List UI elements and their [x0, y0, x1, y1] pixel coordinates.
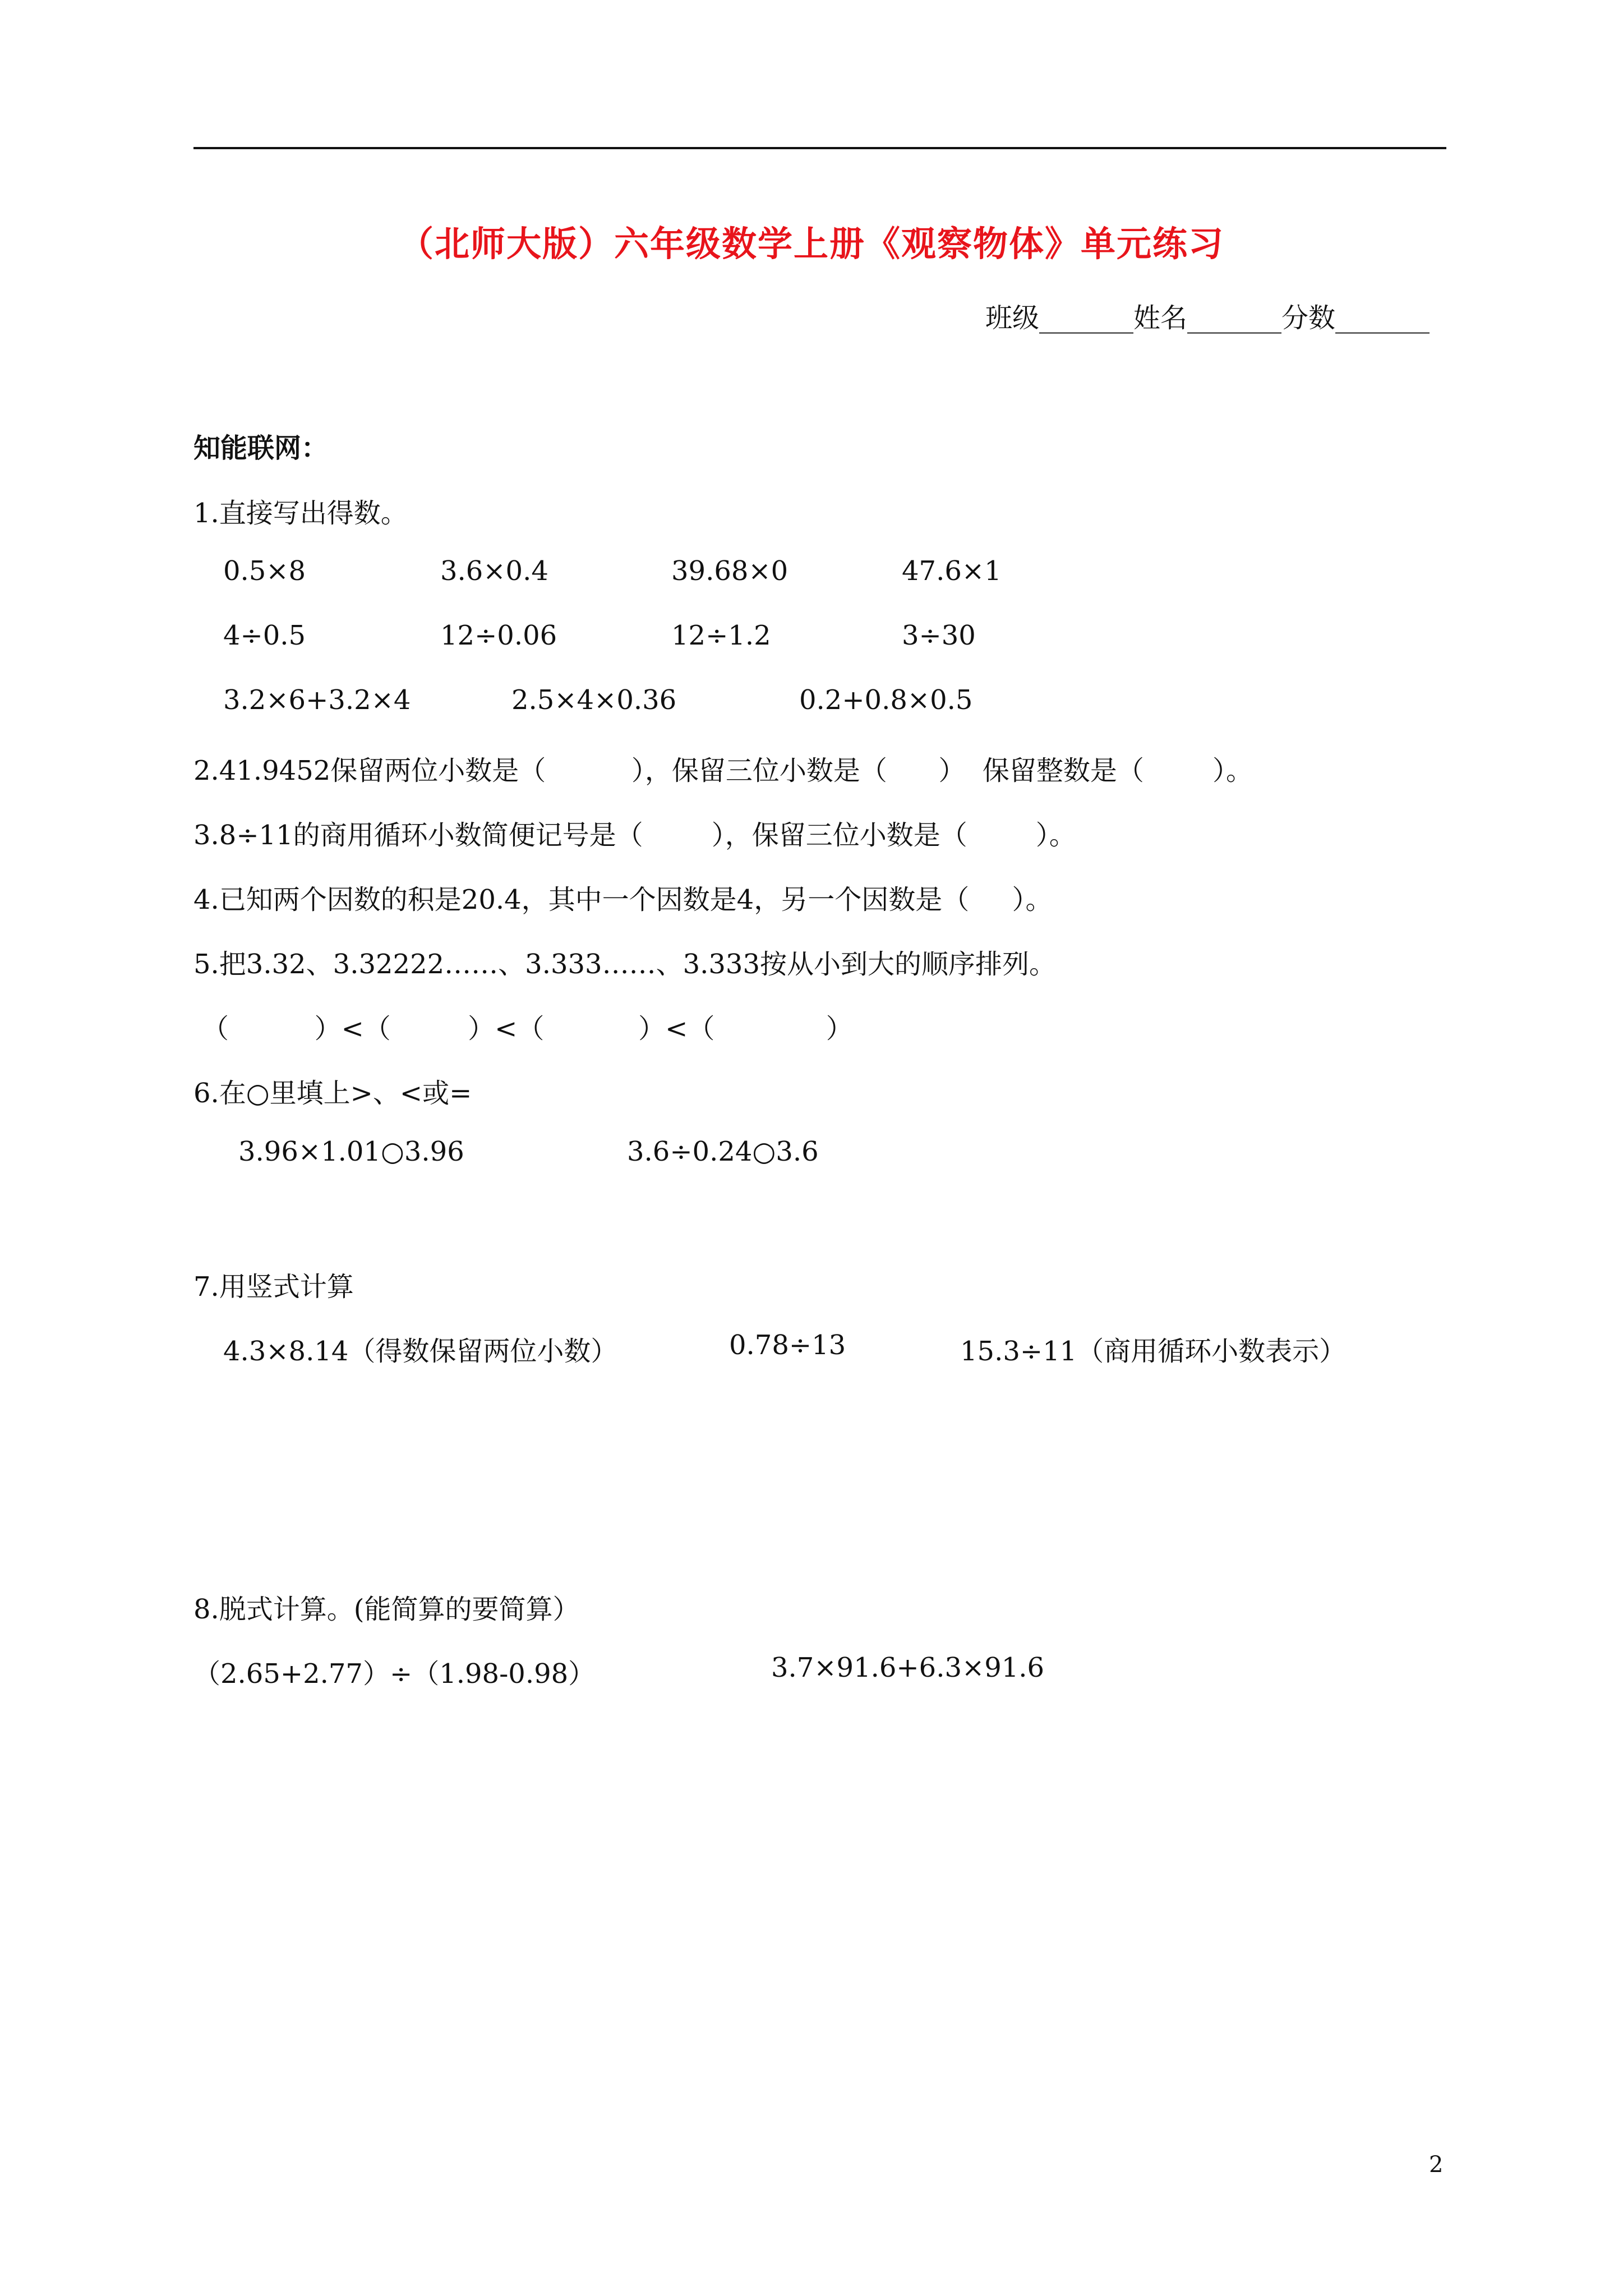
q1-item: 3.6×0.4 — [440, 555, 548, 587]
q6-item: 3.6÷0.24○3.6 — [627, 1136, 819, 1167]
q1-item: 2.5×4×0.36 — [511, 684, 677, 716]
q7-item: 4.3×8.14（得数保留两位小数） — [223, 1336, 618, 1367]
q7-item: 0.78÷13 — [729, 1329, 846, 1361]
q5-blanks: （ ）<（ ）<（ ）<（ ） — [202, 1013, 853, 1045]
document-title: （北师大版）六年级数学上册《观察物体》单元练习 — [398, 223, 1224, 264]
q1-item: 47.6×1 — [902, 555, 1002, 587]
q6-item: 3.96×1.01○3.96 — [238, 1136, 464, 1167]
q1-item: 39.68×0 — [671, 555, 789, 587]
q1-item: 0.2+0.8×0.5 — [799, 684, 973, 716]
q6-label: 6.在○里填上>、<或= — [193, 1078, 472, 1109]
q2-text: 2.41.9452保留两位小数是（ ），保留三位小数是（ ） 保留整数是（ ）。 — [193, 755, 1253, 786]
q7-item: 15.3÷11（商用循环小数表示） — [960, 1336, 1347, 1367]
q1-item: 3.2×6+3.2×4 — [223, 684, 411, 716]
q1-item: 0.5×8 — [223, 555, 306, 587]
student-info-fields: 班级_______姓名_______分数_______ — [985, 302, 1430, 334]
q5-label: 5.把3.32、3.32222……、3.333……、3.333按从小到大的顺序排列。 — [193, 949, 1056, 980]
q3-text: 3.8÷11的商用循环小数简便记号是（ ），保留三位小数是（ ）。 — [193, 820, 1076, 851]
q8-label: 8.脱式计算。(能简算的要简算） — [193, 1594, 580, 1625]
q4-text: 4.已知两个因数的积是20.4，其中一个因数是4，另一个因数是（ ）。 — [193, 884, 1053, 915]
q7-label: 7.用竖式计算 — [193, 1271, 354, 1303]
page-number: 2 — [1429, 2152, 1444, 2178]
q1-item: 3÷30 — [902, 620, 976, 651]
section-heading: 知能联网： — [193, 432, 329, 464]
q1-item: 4÷0.5 — [223, 620, 306, 651]
q8-item: 3.7×91.6+6.3×91.6 — [771, 1652, 1045, 1683]
q1-label: 1.直接写出得数。 — [193, 498, 408, 529]
q1-item: 12÷1.2 — [671, 620, 771, 651]
q1-item: 12÷0.06 — [440, 620, 557, 651]
header-rule — [193, 147, 1446, 149]
q8-item: （2.65+2.77）÷（1.98-0.98） — [193, 1658, 596, 1690]
